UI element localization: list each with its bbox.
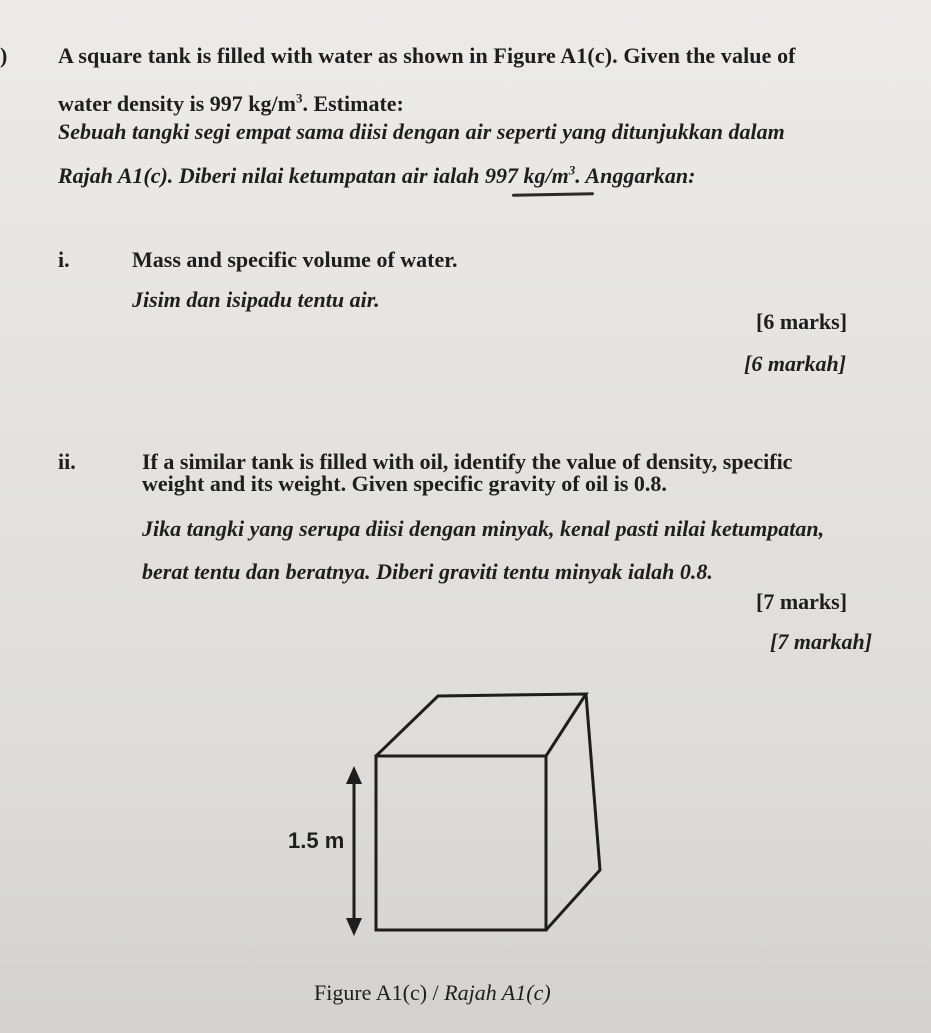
part-ii-label: ii.	[58, 449, 76, 474]
part-ii-marks-en: [7 marks]	[756, 589, 848, 614]
question-intro-ms-line2: Rajah A1(c). Diberi nilai ketumpatan air ialah 997 $kg/m^3$. Anggarkan:	[58, 162, 696, 188]
part-ii-text-en-line2: weight and its weight. Given specific gravity of oil is 0.8.	[142, 471, 667, 496]
part-i-text-en: Mass and specific volume of water.	[132, 247, 458, 272]
part-ii-text-ms-line1: Jika tangki yang serupa diisi dengan minyak, kenal pasti nilai ketumpatan,	[142, 516, 825, 541]
tank-top-face	[376, 694, 586, 756]
part-ii-text-en-line1: If a similar tank is filled with oil, identify the value of density, specific	[142, 449, 793, 474]
question-intro-ms-line1: Sebuah tangki segi empat sama diisi dengan air seperti yang ditunjukkan dalam	[58, 119, 785, 144]
tank-front-face	[376, 756, 546, 930]
figure-caption: Figure A1(c) / Rajah A1(c)	[314, 980, 551, 1005]
dimension-arrow-up	[346, 766, 362, 784]
question-intro-en-line2: water density is 997 $kg/m^3$. Estimate:	[58, 90, 404, 116]
part-i-marks-ms: [6 markah]	[744, 351, 847, 376]
part-i-label: i.	[58, 247, 70, 272]
part-ii-marks-ms: [7 markah]	[770, 629, 873, 654]
question-number-mark: )	[0, 43, 8, 68]
tank-figure	[280, 680, 620, 960]
dimension-arrow-down	[346, 918, 362, 936]
dimension-label: 1.5 m	[288, 828, 345, 853]
part-i-text-ms: Jisim dan isipadu tentu air.	[132, 287, 380, 312]
part-i-marks-en: [6 marks]	[756, 309, 848, 334]
part-ii-text-ms-line2: berat tentu dan beratnya. Diberi graviti tentu minyak ialah 0.8.	[142, 559, 713, 584]
tank-side-face	[546, 694, 600, 930]
handwritten-underline	[512, 192, 594, 196]
question-intro-en-line1: A square tank is filled with water as shown in Figure A1(c). Given the value of	[58, 43, 796, 68]
